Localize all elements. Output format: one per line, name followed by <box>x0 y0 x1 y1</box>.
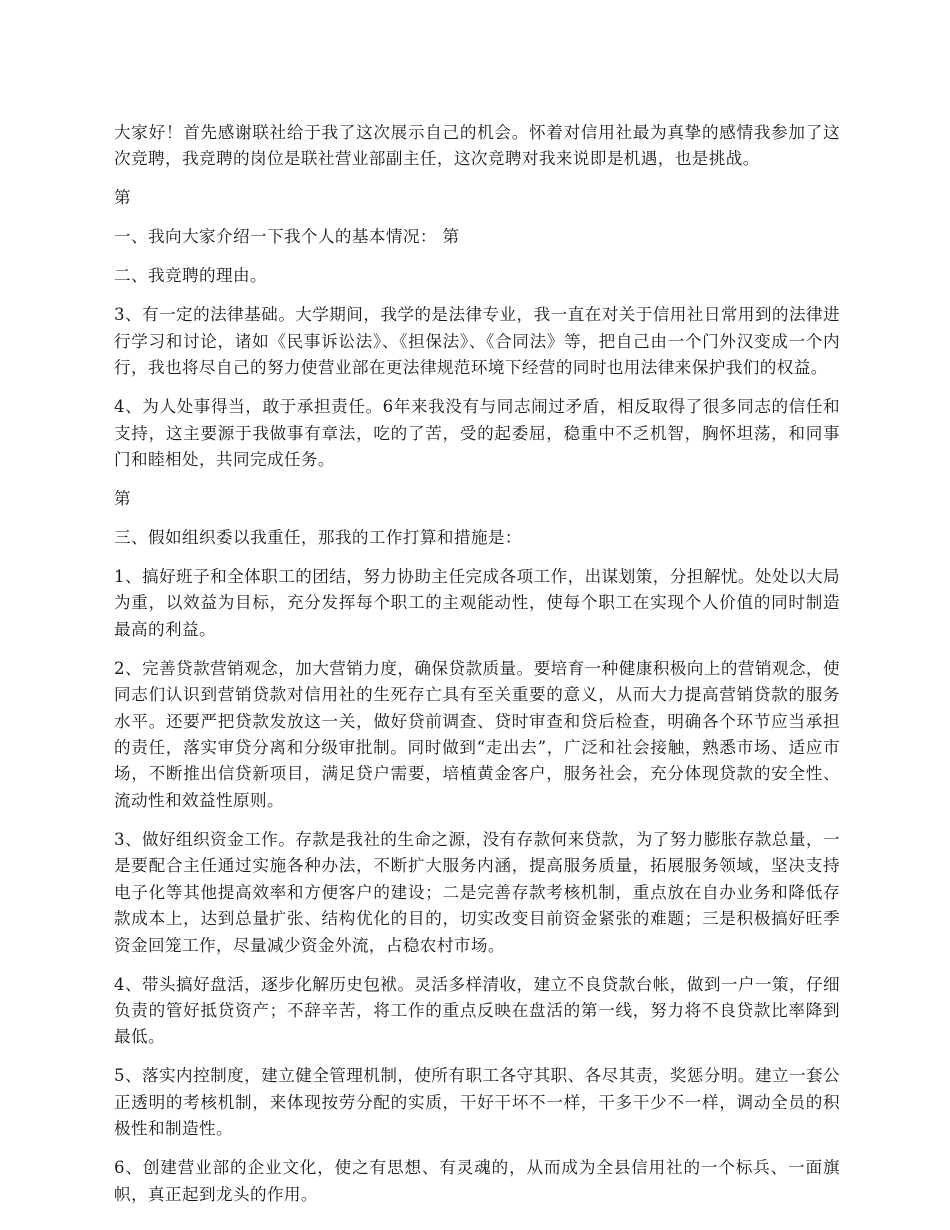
paragraph-plan-5: 5、落实内控制度，建立健全管理机制，使所有职工各守其职、各尽其责，奖惩分明。建立一套公正透明的考核机制，来体现按劳分配的实质，干好干坏不一样，干多干少不一样，调动全员的积极性和制造性。 <box>114 1066 840 1139</box>
document-body <box>114 120 840 1221</box>
paragraph-section-two: 二、我竞聘的理由。 <box>114 266 267 286</box>
paragraph-heading-fragment: 第 <box>114 489 131 509</box>
paragraph-plan-3: 3、做好组织资金工作。存款是我社的生命之源，没有存款何来贷款，为了努力膨胀存款总量，一是要配合主任通过实施各种办法，不断扩大服务内涵，提高服务质量，拓展服务领域，坚决支持电子化等其他提高效率和方便客户的建设；二是完善存款考核机制，重点放在自办业务和降低存款成本上，达到总量扩张、结构优化的目的，切实改变目前资金紧张的难题；三是积极搞好旺季资金回笼工作，尽量减少资金外流，占稳农村市场。 <box>114 829 840 955</box>
paragraph-plan-2: 2、完善贷款营销观念，加大营销力度，确保贷款质量。要培育一种健康积极向上的营销观念，使同志们认识到营销贷款对信用社的生死存亡具有至关重要的意义，从而大力提高营销贷款的服务水平。还要严把贷款发放这一关，做好贷前调查、贷时审查和贷后检查，明确各个环节应当承担的责任，落实审贷分离和分级审批制。同时做到“走出去”，广泛和社会接触，熟悉市场、适应市场，不断推出信贷新项目，满足贷户需要，培植黄金客户，服务社会，充分体现贷款的安全性、流动性和效益性原则。 <box>114 658 840 810</box>
paragraph-reason-4: 4、为人处事得当，敢于承担责任。6年来我没有与同志闹过矛盾，相反取得了很多同志的信任和支持，这主要源于我做事有章法，吃的了苦，受的起委屈，稳重中不乏机智，胸怀坦荡，和同事门和睦相处，共同完成任务。 <box>114 397 840 470</box>
paragraph-intro: 大家好！首先感谢联社给于我了这次展示自己的机会。怀着对信用社最为真挚的感情我参加了这次竞聘，我竞聘的岗位是联社营业部副主任，这次竞聘对我来说即是机遇，也是挑战。 <box>114 123 840 169</box>
paragraph-plan-6: 6、创建营业部的企业文化，使之有思想、有灵魂的，从而成为全县信用社的一个标兵、一面旗帜，真正起到龙头的作用。 <box>114 1158 840 1204</box>
paragraph-plan-1: 1、搞好班子和全体职工的团结，努力协助主任完成各项工作，出谋划策，分担解忧。处处以大局为重，以效益为目标，充分发挥每个职工的主观能动性，使每个职工在实现个人价值的同时制造最高的利益。 <box>114 567 840 639</box>
paragraph-heading-fragment: 第 <box>114 188 131 208</box>
paragraph-plan-4: 4、带头搞好盘活，逐步化解历史包袱。灵活多样清收，建立不良贷款台帐，做到一户一策，仔细负责的管好抵贷资产；不辞辛苦，将工作的重点反映在盘活的第一线，努力将不良贷款比率降到最低。 <box>114 974 840 1047</box>
paragraph-reason-3: 3、有一定的法律基础。大学期间，我学的是法律专业，我一直在对关于信用社日常用到的法律进行学习和讨论，诸如《民事诉讼法》、《担保法》、《合同法》等，把自己由一个门外汉变成一个内行，我也将尽自己的努力使营业部在更法律规范环境下经营的同时也用法律来保护我们的权益。 <box>114 305 840 378</box>
paragraph-section-three: 三、假如组织委以我重任，那我的工作打算和措施是： <box>114 528 522 548</box>
paragraph-section-one: 一、我向大家介绍一下我个人的基本情况： 第 <box>114 227 460 247</box>
